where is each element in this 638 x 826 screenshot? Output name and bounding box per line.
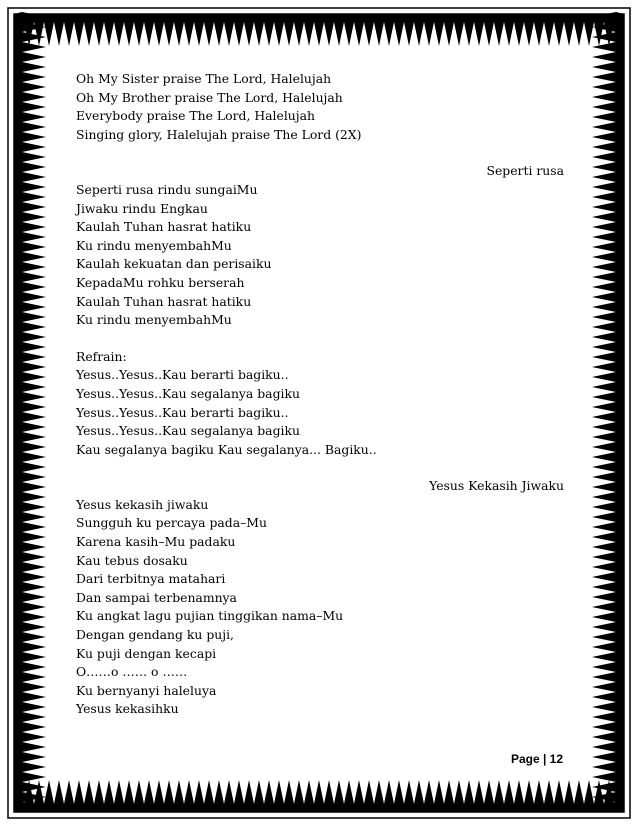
verse-block <box>76 496 564 719</box>
lyric-line: Seperti rusa rindu sungaiMu <box>76 181 258 197</box>
lyric-line: Ku angkat lagu pujian tinggikan nama–Mu <box>76 608 344 624</box>
lyric-line: Jiwaku rindu Engkau <box>76 200 208 216</box>
lyric-line: O……o …… o …… <box>76 664 188 680</box>
lyric-line: Yesus..Yesus..Kau berarti bagiku.. <box>76 367 289 383</box>
song-title: Yesus Kekasih Jiwaku <box>429 478 564 494</box>
page-number: Page | 12 <box>510 752 563 766</box>
intro-line: Everybody praise The Lord, Halelujah <box>76 108 315 124</box>
lyric-line: Kau tebus dosaku <box>76 552 188 568</box>
verse-block <box>76 181 564 330</box>
lyric-line: Kaulah Tuhan hasrat hatiku <box>76 293 252 309</box>
lyric-line: Ku rindu menyembahMu <box>76 237 232 253</box>
lyric-line: Yesus..Yesus..Kau segalanya bagiku <box>76 423 300 439</box>
lyric-line: Yesus..Yesus..Kau berarti bagiku.. <box>76 404 289 420</box>
lyric-line: Dengan gendang ku puji, <box>76 627 234 643</box>
lyric-line: Ku puji dengan kecapi <box>76 645 217 661</box>
lyric-line: Kau segalanya bagiku Kau segalanya... Bagiku.. <box>76 441 377 457</box>
lyric-line: Karena kasih–Mu padaku <box>76 534 236 550</box>
intro-block <box>76 70 564 144</box>
lyric-line: Yesus..Yesus..Kau segalanya bagiku <box>76 385 300 401</box>
lyric-line: Yesus kekasihku <box>76 701 179 717</box>
song-title: Seperti rusa <box>486 163 564 179</box>
lyric-line: Ku rindu menyembahMu <box>76 312 232 328</box>
lyric-line: Sungguh ku percaya pada–Mu <box>76 515 267 531</box>
lyric-line: Dan sampai terbenamnya <box>76 589 237 605</box>
lyric-line: Ku bernyanyi haleluya <box>76 682 217 698</box>
intro-line: Oh My Brother praise The Lord, Halelujah <box>76 89 343 105</box>
lyric-line: Dari terbitnya matahari <box>76 571 226 587</box>
lyric-line: Kaulah kekuatan dan perisaiku <box>76 256 272 272</box>
intro-line: Oh My Sister praise The Lord, Halelujah <box>76 71 332 86</box>
refrain-block <box>76 348 564 460</box>
lyric-line: Yesus kekasih jiwaku <box>76 496 209 512</box>
refrain-label: Refrain: <box>76 348 127 364</box>
intro-line: Singing glory, Halelujah praise The Lord (2X) <box>76 126 362 142</box>
lyrics-page-content <box>76 70 564 719</box>
lyric-line: Kaulah Tuhan hasrat hatiku <box>76 219 252 235</box>
lyric-line: KepadaMu rohku berserah <box>76 274 245 290</box>
